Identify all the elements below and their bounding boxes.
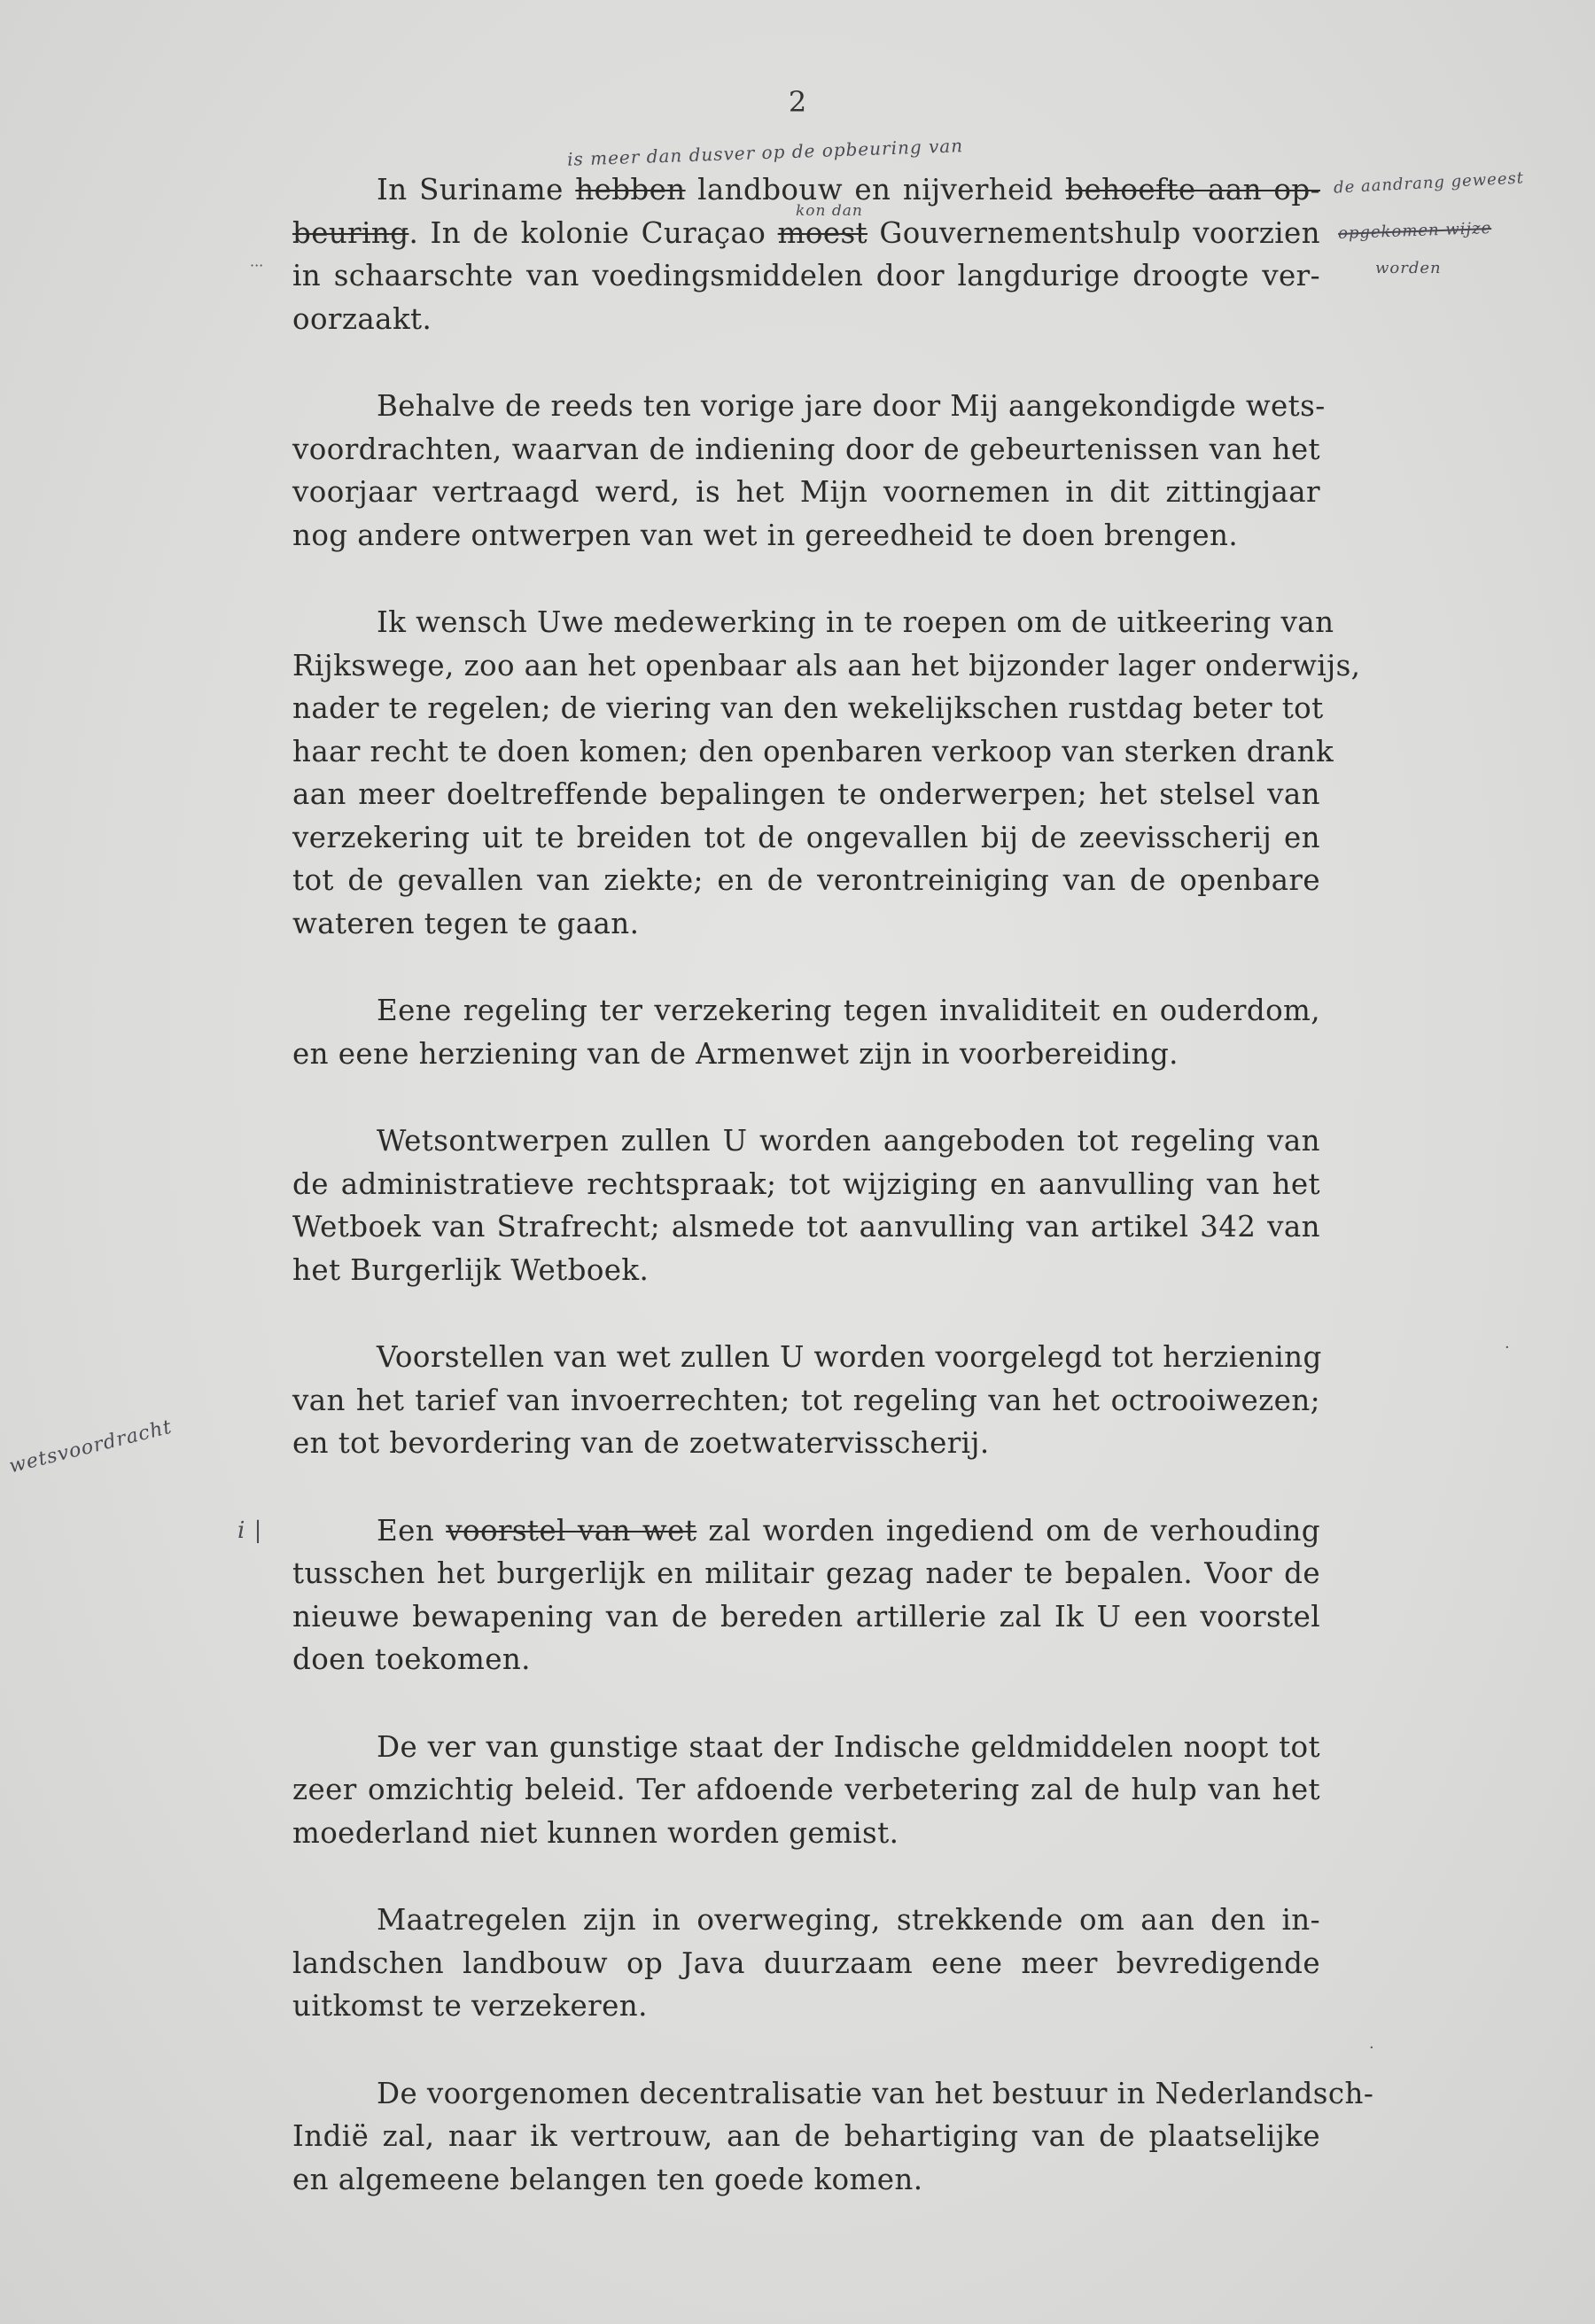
- page-number: 2: [788, 85, 807, 119]
- text-segment: in schaarschte van voedingsmiddelen door langdurige droogte ver-: [292, 259, 1320, 292]
- text-line: [292, 601, 1334, 644]
- text-segment: oorzaakt.: [292, 301, 432, 336]
- text-line: [292, 644, 1361, 688]
- paragraph: [292, 1726, 1320, 1855]
- paragraph: [292, 1509, 1320, 1681]
- text-segment: doen toekomen.: [292, 1642, 531, 1676]
- body-text: [292, 168, 1374, 2245]
- margin-dot-lower: ·: [1369, 2039, 1374, 2057]
- text-line: [292, 514, 1320, 558]
- margin-tick: ···: [250, 257, 264, 274]
- paragraph: [292, 1336, 1320, 1465]
- text-segment: voorjaar vertraagd werd, is het Mijn voornemen in dit zittingjaar: [292, 475, 1320, 509]
- text-segment: zeer omzichtig beleid. Ter afdoende verbetering zal de hulp van het: [292, 1773, 1320, 1806]
- paragraph: [292, 1899, 1320, 2028]
- text-segment: Ik wensch Uwe medewerking in te roepen om de uitkeering van: [377, 605, 1334, 639]
- text-line: [292, 2115, 1320, 2158]
- annotation-right-margin-2: opgekomen wijze: [1337, 218, 1492, 244]
- text-line: [292, 902, 1320, 946]
- text-segment: landschen landbouw op Java duurzaam eene meer bevredigende: [292, 1946, 1320, 1980]
- annotation-right-margin-1: de aandrang geweest: [1333, 168, 1525, 198]
- text-line: [292, 1249, 1320, 1292]
- struck-text: voorstel van wet: [446, 1513, 697, 1548]
- annotation-above-moest: kon dan: [796, 202, 863, 220]
- text-line: [292, 1163, 1320, 1206]
- text-segment: en eene herziening van de Armenwet zijn in voorbereiding.: [292, 1036, 1179, 1071]
- annotation-left-margin-wets: wetsvoordracht: [6, 1415, 175, 1478]
- struck-text: hebben: [575, 173, 686, 207]
- text-segment: Wetsontwerpen zullen U worden aangeboden tot regeling van: [377, 1124, 1320, 1158]
- text-segment: tusschen het burgerlijk en militair gezag nader te bepalen. Voor de: [292, 1556, 1320, 1590]
- text-line: [292, 298, 1320, 341]
- text-segment: haar recht te doen komen; den openbaren verkoop van sterken drank: [292, 734, 1334, 768]
- text-segment: Wetboek van Strafrecht; alsmede tot aanvulling van artikel 342 van: [292, 1210, 1320, 1244]
- text-line: [292, 1205, 1320, 1249]
- text-line: [292, 730, 1334, 774]
- text-line: [292, 1422, 1320, 1465]
- text-segment: verzekering uit te breiden tot de ongevallen bij de zeevisscherij en: [292, 820, 1320, 854]
- text-line: [292, 385, 1326, 428]
- text-line: [292, 1336, 1320, 1379]
- text-line: [292, 1119, 1320, 1163]
- text-segment: van het tarief van invoerrechten; tot regeling van het octrooiwezen;: [292, 1383, 1320, 1417]
- text-segment: landbouw en nijverheid: [685, 173, 1066, 207]
- struck-text: beuring: [292, 215, 409, 250]
- text-segment: Behalve de reeds ten vorige jare door Mij aangekondigde wets-: [377, 389, 1326, 423]
- struck-text: behoefte aan op-: [1065, 173, 1320, 207]
- text-line: [292, 989, 1320, 1033]
- text-segment: Maatregelen zijn in overweging, strekkende om aan den in-: [377, 1903, 1320, 1937]
- text-segment: nader te regelen; de viering van den wekelijkschen rustdag beter tot: [292, 691, 1324, 725]
- text-segment: nog andere ontwerpen van wet in gereedheid te doen brengen.: [292, 518, 1239, 552]
- paragraph: [292, 2072, 1374, 2202]
- text-line: [292, 859, 1320, 902]
- text-line: [292, 2158, 1320, 2202]
- text-segment: Gouvernementshulp voorzien: [868, 215, 1320, 250]
- text-segment: de administratieve rechtspraak; tot wijziging en aanvulling van het: [292, 1166, 1320, 1201]
- text-line: [292, 254, 1320, 298]
- paragraph: [292, 1119, 1320, 1291]
- text-line: [292, 1812, 1320, 1855]
- struck-text: moest: [777, 215, 868, 250]
- text-line: [292, 816, 1320, 860]
- text-segment: Eene regeling ter verzekering tegen invaliditeit en ouderdom,: [377, 994, 1320, 1027]
- text-segment: wateren tegen te gaan.: [292, 906, 640, 940]
- text-line: [292, 1033, 1320, 1076]
- text-segment: . In de kolonie Curaçao: [408, 215, 778, 250]
- text-segment: De voorgenomen decentralisatie van het bestuur in Nederlandsch-: [377, 2076, 1374, 2110]
- text-line: [292, 1942, 1320, 1985]
- paragraph: [292, 385, 1326, 557]
- annotation-above-line1: is meer dan dusver op de opbeuring van: [566, 135, 964, 170]
- text-line: [292, 1726, 1320, 1769]
- text-segment: De ver van gunstige staat der Indische geldmiddelen noopt tot: [377, 1729, 1320, 1764]
- annotation-left-margin-il: i |: [237, 1517, 263, 1544]
- text-segment: het Burgerlijk Wetboek.: [292, 1252, 650, 1287]
- text-segment: nieuwe bewapening van de bereden artillerie zal Ik U een voorstel: [292, 1599, 1320, 1634]
- text-line: [292, 1595, 1320, 1639]
- text-segment: zal worden ingediend om de verhouding: [696, 1513, 1320, 1548]
- text-segment: moederland niet kunnen worden gemist.: [292, 1815, 899, 1850]
- margin-dot: ·: [1505, 1338, 1510, 1357]
- text-line: [292, 1985, 1320, 2028]
- paragraph: [292, 168, 1320, 340]
- text-segment: Voorstellen van wet zullen U worden voorgelegd tot herziening: [377, 1340, 1322, 1374]
- text-line: [292, 1379, 1320, 1423]
- text-segment: Rijkswege, zoo aan het openbaar als aan het bijzonder lager onderwijs,: [292, 648, 1361, 682]
- text-segment: aan meer doeltreffende bepalingen te onderwerpen; het stelsel van: [292, 777, 1320, 811]
- text-line: [292, 1638, 1320, 1681]
- text-line: [292, 2072, 1374, 2116]
- text-segment: tot de gevallen van ziekte; en de verontreiniging van de openbare: [292, 863, 1320, 897]
- text-segment: Een: [377, 1513, 447, 1548]
- text-segment: In Suriname: [377, 173, 576, 207]
- text-line: [292, 1509, 1320, 1553]
- text-line: [292, 773, 1320, 816]
- text-segment: en algemeene belangen ten goede komen.: [292, 2162, 923, 2196]
- annotation-right-margin-3: worden: [1375, 259, 1442, 277]
- text-line: [292, 471, 1320, 514]
- text-segment: Indië zal, naar ik vertrouw, aan de behartiging van de plaatselijke: [292, 2119, 1320, 2153]
- text-line: [292, 1899, 1320, 1942]
- text-line: [292, 428, 1320, 472]
- text-line: [292, 687, 1324, 730]
- paragraph: [292, 601, 1361, 945]
- text-segment: voordrachten, waarvan de indiening door de gebeurtenissen van het: [292, 432, 1320, 466]
- paragraph: [292, 989, 1320, 1075]
- text-line: [292, 1552, 1320, 1595]
- text-segment: en tot bevordering van de zoetwatervisscherij.: [292, 1426, 990, 1460]
- text-segment: uitkomst te verzekeren.: [292, 1989, 648, 2023]
- text-line: [292, 1768, 1320, 1812]
